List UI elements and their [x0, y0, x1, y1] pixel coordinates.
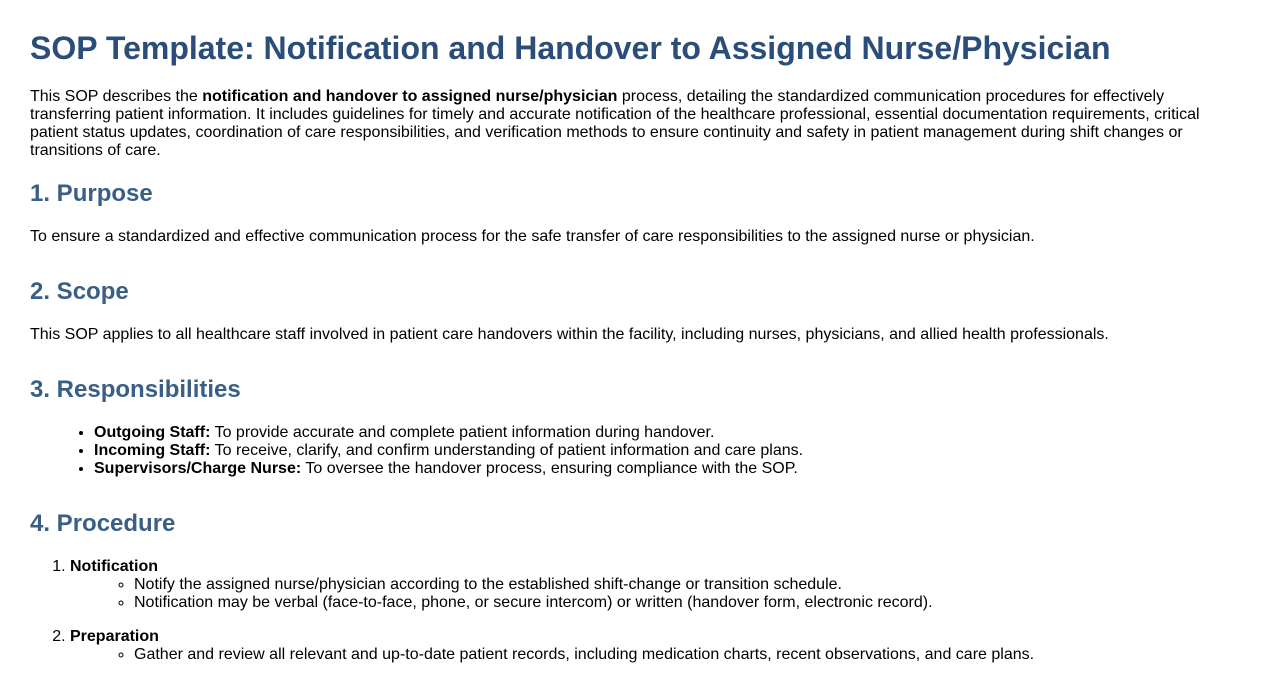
role-description: To oversee the handover process, ensuring compliance with the SOP. — [301, 460, 798, 477]
responsibilities-list — [30, 424, 803, 478]
intro-bold-term: notification and handover to assigned nurse/physician — [202, 88, 618, 105]
list-item — [94, 460, 803, 478]
scope-heading: 2. Scope — [30, 278, 129, 305]
procedure-step — [70, 628, 1034, 664]
step-bullets — [70, 646, 1034, 664]
procedure-steps — [30, 558, 1034, 680]
intro-suffix: process, detailing the standardized communication procedures for effectively transferring patient information. It includes guidelines for timely and accurate notification of the healthcare professional, essential documentation requirements, critical patient status updates, coordination of care responsibilities, and verification methods to ensure continuity and safety in patient management during shift changes or transitions of care. — [30, 88, 1200, 159]
list-item: ◦ Notify the assigned nurse/physician according to the established shift-change or transition schedule. — [134, 576, 1034, 594]
role-label: Outgoing Staff: — [94, 424, 211, 441]
procedure-step — [70, 558, 1034, 612]
intro-paragraph — [30, 88, 1235, 160]
scope-text: This SOP applies to all healthcare staff involved in patient care handovers within the facility, including nurses, physicians, and allied health professionals. — [30, 326, 1109, 343]
list-item — [94, 442, 803, 460]
purpose-text: To ensure a standardized and effective communication process for the safe transfer of care responsibilities to the assigned nurse or physician. — [30, 228, 1035, 245]
role-description: To provide accurate and complete patient information during handover. — [210, 424, 715, 441]
step-bullets — [70, 576, 1034, 612]
procedure-heading: 4. Procedure — [30, 510, 176, 537]
list-item: ◦ Gather and review all relevant and up-to-date patient records, including medication charts, recent observations, and care plans. — [134, 646, 1034, 664]
intro-prefix: This SOP describes the — [30, 88, 203, 105]
purpose-heading: 1. Purpose — [30, 180, 153, 207]
step-title: Notification — [70, 558, 158, 575]
list-item: ◦ Notification may be verbal (face-to-face, phone, or secure intercom) or written (handover form, electronic record). — [134, 594, 1034, 612]
role-label: Supervisors/Charge Nurse: — [94, 460, 302, 477]
step-title: Preparation — [70, 628, 159, 645]
role-label: Incoming Staff: — [94, 442, 211, 459]
page-title: SOP Template: Notification and Handover to Assigned Nurse/Physician — [30, 30, 1111, 66]
responsibilities-heading: 3. Responsibilities — [30, 376, 241, 403]
list-item — [94, 424, 803, 442]
role-description: To receive, clarify, and confirm understanding of patient information and care plans. — [210, 442, 804, 459]
